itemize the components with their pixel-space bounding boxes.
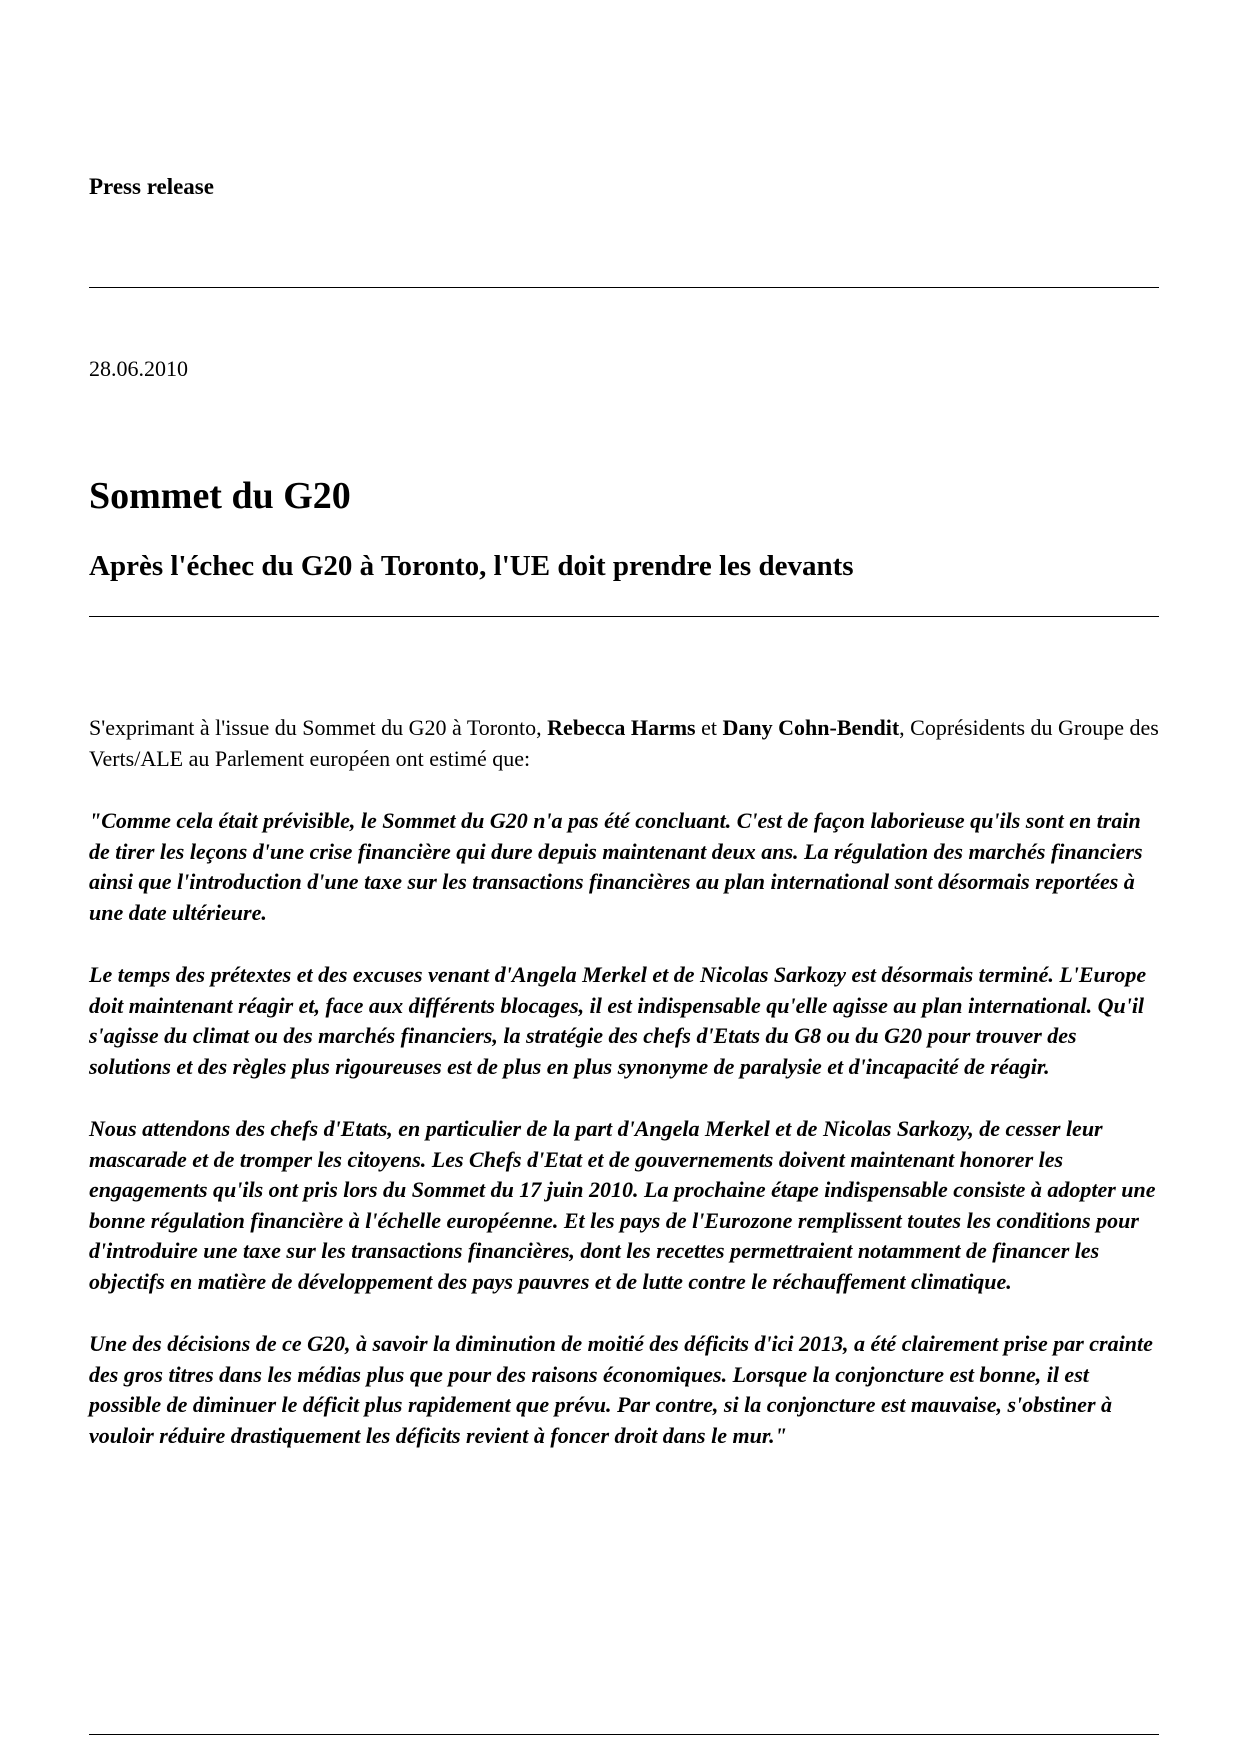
intro-text-after: , Coprésidents du Groupe des Verts/ALE au Parlement européen ont estimé que: [89,715,1159,771]
page-subtitle: Après l'échec du G20 à Toronto, l'UE doit prendre les devants [89,550,854,582]
footer-divider [89,1734,1159,1735]
intro-text-between: et [695,715,723,740]
intro-paragraph [89,713,1159,774]
speaker-name: Dany Cohn-Bendit [722,715,900,740]
article-body [89,713,1159,1483]
quote-paragraph: "Comme cela était prévisible, le Sommet du G20 n'a pas été concluant. C'est de façon laborieuse qu'ils sont en train de tirer les leçons d'une crise financière qui dure depuis maintenant deux ans. La régulation des marchés financiers ainsi que l'introduction d'une taxe sur les transactions financières au plan international sont désormais reportées à une date ultérieure. [89,808,1143,925]
quote-paragraph: Une des décisions de ce G20, à savoir la diminution de moitié des déficits d'ici 2013, a été clairement prise par crainte des gros titres dans les médias plus que pour des raisons économiques. Lorsque la conjoncture est bonne, il est possible de diminuer le déficit plus rapidement que prévu. Par contre, si la conjoncture est mauvaise, s'obstiner à vouloir réduire drastiquement les déficits revient à foncer droit dans le mur." [89,1331,1153,1448]
page-title: Sommet du G20 [89,475,351,517]
publication-date: 28.06.2010 [89,356,188,381]
quote-paragraph: Nous attendons des chefs d'Etats, en particulier de la part d'Angela Merkel et de Nicolas Sarkozy, de cesser leur mascarade et de tromper les citoyens. Les Chefs d'Etat et de gouvernements doivent maintenant honorer les engagements qu'ils ont pris lors du Sommet du 17 juin 2010. La prochaine étape indispensable consiste à adopter une bonne régulation financière à l'échelle européenne. Et les pays de l'Eurozone remplissent toutes les conditions pour d'introduire une taxe sur les transactions financières, dont les recettes permettraient notamment de financer les objectifs en matière de développement des pays pauvres et de lutte contre le réchauffement climatique. [89,1116,1156,1294]
title-divider [89,616,1159,617]
quote-paragraph: Le temps des prétextes et des excuses venant d'Angela Merkel et de Nicolas Sarkozy est désormais terminé. L'Europe doit maintenant réagir et, face aux différents blocages, il est indispensable qu'elle agisse au plan international. Qu'il s'agisse du climat ou des marchés financiers, la stratégie des chefs d'Etats du G8 ou du G20 pour trouver des solutions et des règles plus rigoureuses est de plus en plus synonyme de paralysie et d'incapacité de réagir. [89,962,1147,1079]
document-type-label: Press release [89,174,214,199]
header-divider [89,287,1159,288]
intro-text-before: S'exprimant à l'issue du Sommet du G20 à Toronto, [89,715,548,740]
speaker-name: Rebecca Harms [547,715,696,740]
